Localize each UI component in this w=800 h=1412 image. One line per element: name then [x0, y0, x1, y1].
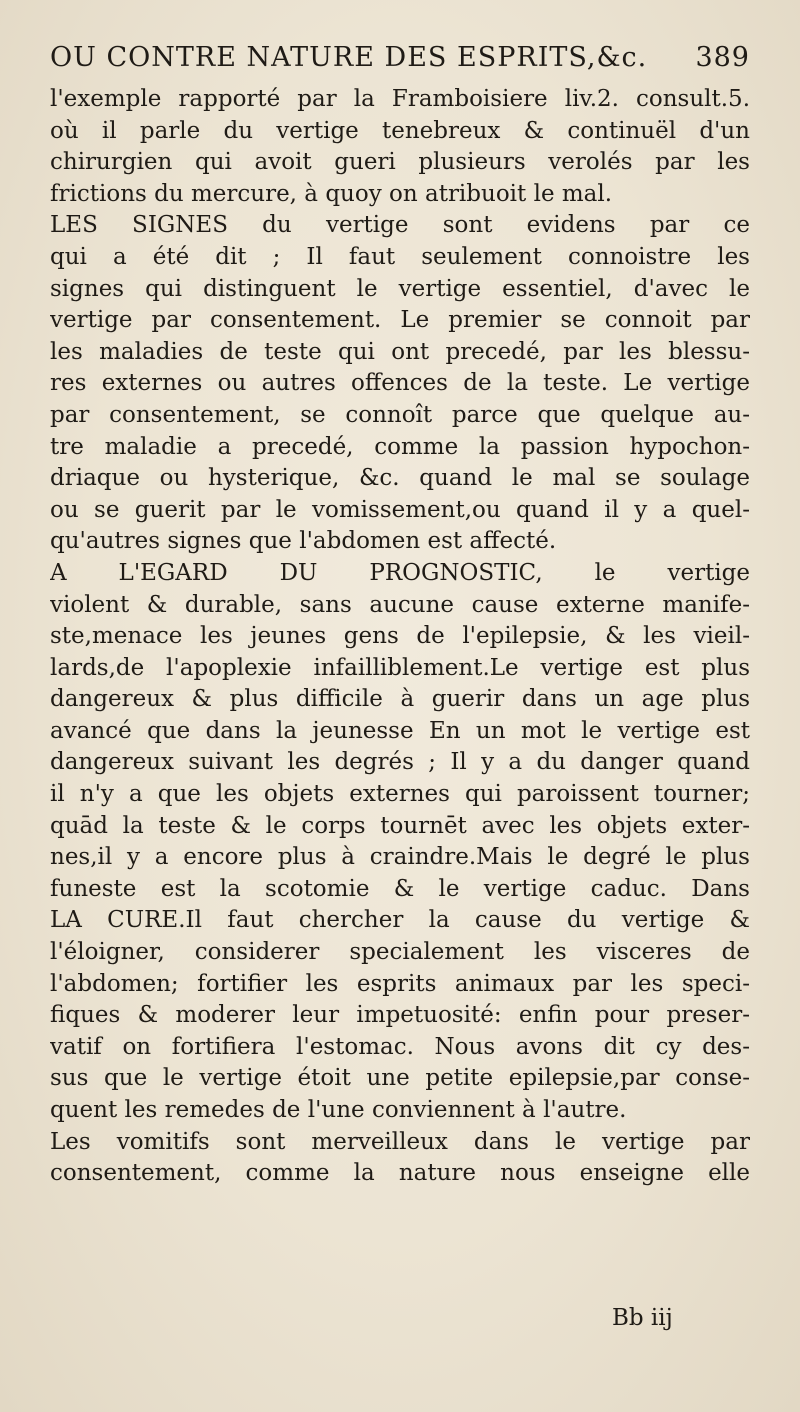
body-text: [50, 84, 750, 1190]
text-line: ste,menace les jeunes gens de l'epilepsie, & les vieil-: [50, 623, 750, 650]
text-line: ou se guerit par le vomissement,ou quand il y a quel-: [50, 496, 750, 523]
text-line: l'abdomen; fortifier les esprits animaux par les speci-: [50, 970, 750, 997]
running-title: OU CONTRE NATURE DES ESPRITS,&c.: [50, 42, 648, 73]
text-line: res externes ou autres offences de la teste. Le vertige: [50, 370, 750, 397]
text-line: dangereux & plus difficile à guerir dans un age plus: [50, 686, 750, 713]
section-heading-line-cure: LA CURE.Il faut chercher la cause du vertige &: [50, 907, 750, 934]
text-line: l'éloigner, considerer specialement les visceres de: [50, 939, 750, 966]
text-line: qu'autres signes que l'abdomen est affecté.: [50, 528, 557, 555]
text-line: nes,il y a encore plus à craindre.Mais le degré le plus: [50, 844, 750, 871]
text-line: vertige par consentement. Le premier se connoit par: [50, 307, 750, 334]
text-line: quent les remedes de l'une conviennent à l'autre.: [50, 1097, 627, 1123]
text-line: où il parle du vertige tenebreux & continuël d'un: [50, 117, 750, 144]
text-line: vatif on fortifiera l'estomac. Nous avons dit cy des-: [50, 1033, 750, 1060]
text-line: les maladies de teste qui ont precedé, par les blessu-: [50, 338, 750, 365]
text-line: funeste est la scotomie & le vertige caduc. Dans: [50, 875, 750, 902]
text-line: driaque ou hysterique, &c. quand le mal se soulage: [50, 465, 750, 492]
text-line: frictions du mercure, à quoy on atribuoit le mal.: [50, 180, 613, 207]
signature-mark: Bb iij: [612, 1305, 673, 1331]
text-line: chirurgien qui avoit gueri plusieurs verolés par les: [50, 149, 750, 176]
text-line: consentement, comme la nature nous enseigne elle: [50, 1160, 750, 1187]
page-number: 389: [695, 42, 750, 73]
text-line: il n'y a que les objets externes qui paroissent tourner;: [50, 781, 750, 808]
text-line: sus que le vertige étoit une petite epilepsie,par conse-: [50, 1065, 750, 1092]
text-line: Les vomitifs sont merveilleux dans le vertige par: [50, 1128, 750, 1155]
text-line: fiques & moderer leur impetuosité: enfin pour preser-: [50, 1002, 750, 1029]
text-line: signes qui distinguent le vertige essentiel, d'avec le: [50, 275, 750, 302]
text-line: tre maladie a precedé, comme la passion hypochon-: [50, 433, 750, 460]
text-line: l'exemple rapporté par la Framboisiere liv.2. consult.5.: [50, 86, 750, 112]
section-heading-line-prognostic: A L'EGARD DU PROGNOSTIC, le vertige: [50, 559, 750, 586]
text-line: quād la teste & le corps tournēt avec les objets exter-: [50, 812, 750, 839]
text-line: dangereux suivant les degrés ; Il y a du danger quand: [50, 749, 750, 776]
text-line: avancé que dans la jeunesse En un mot le vertige est: [50, 717, 750, 744]
text-line: qui a été dit ; Il faut seulement connoistre les: [50, 243, 750, 270]
text-line: violent & durable, sans aucune cause externe manife-: [50, 591, 750, 618]
section-heading-line-signes: LES SIGNES du vertige sont evidens par ce: [50, 212, 750, 239]
running-head: [50, 44, 750, 71]
text-line: lards,de l'apoplexie infailliblement.Le vertige est plus: [50, 654, 750, 681]
text-line: par consentement, se connoît parce que quelque au-: [50, 401, 750, 428]
